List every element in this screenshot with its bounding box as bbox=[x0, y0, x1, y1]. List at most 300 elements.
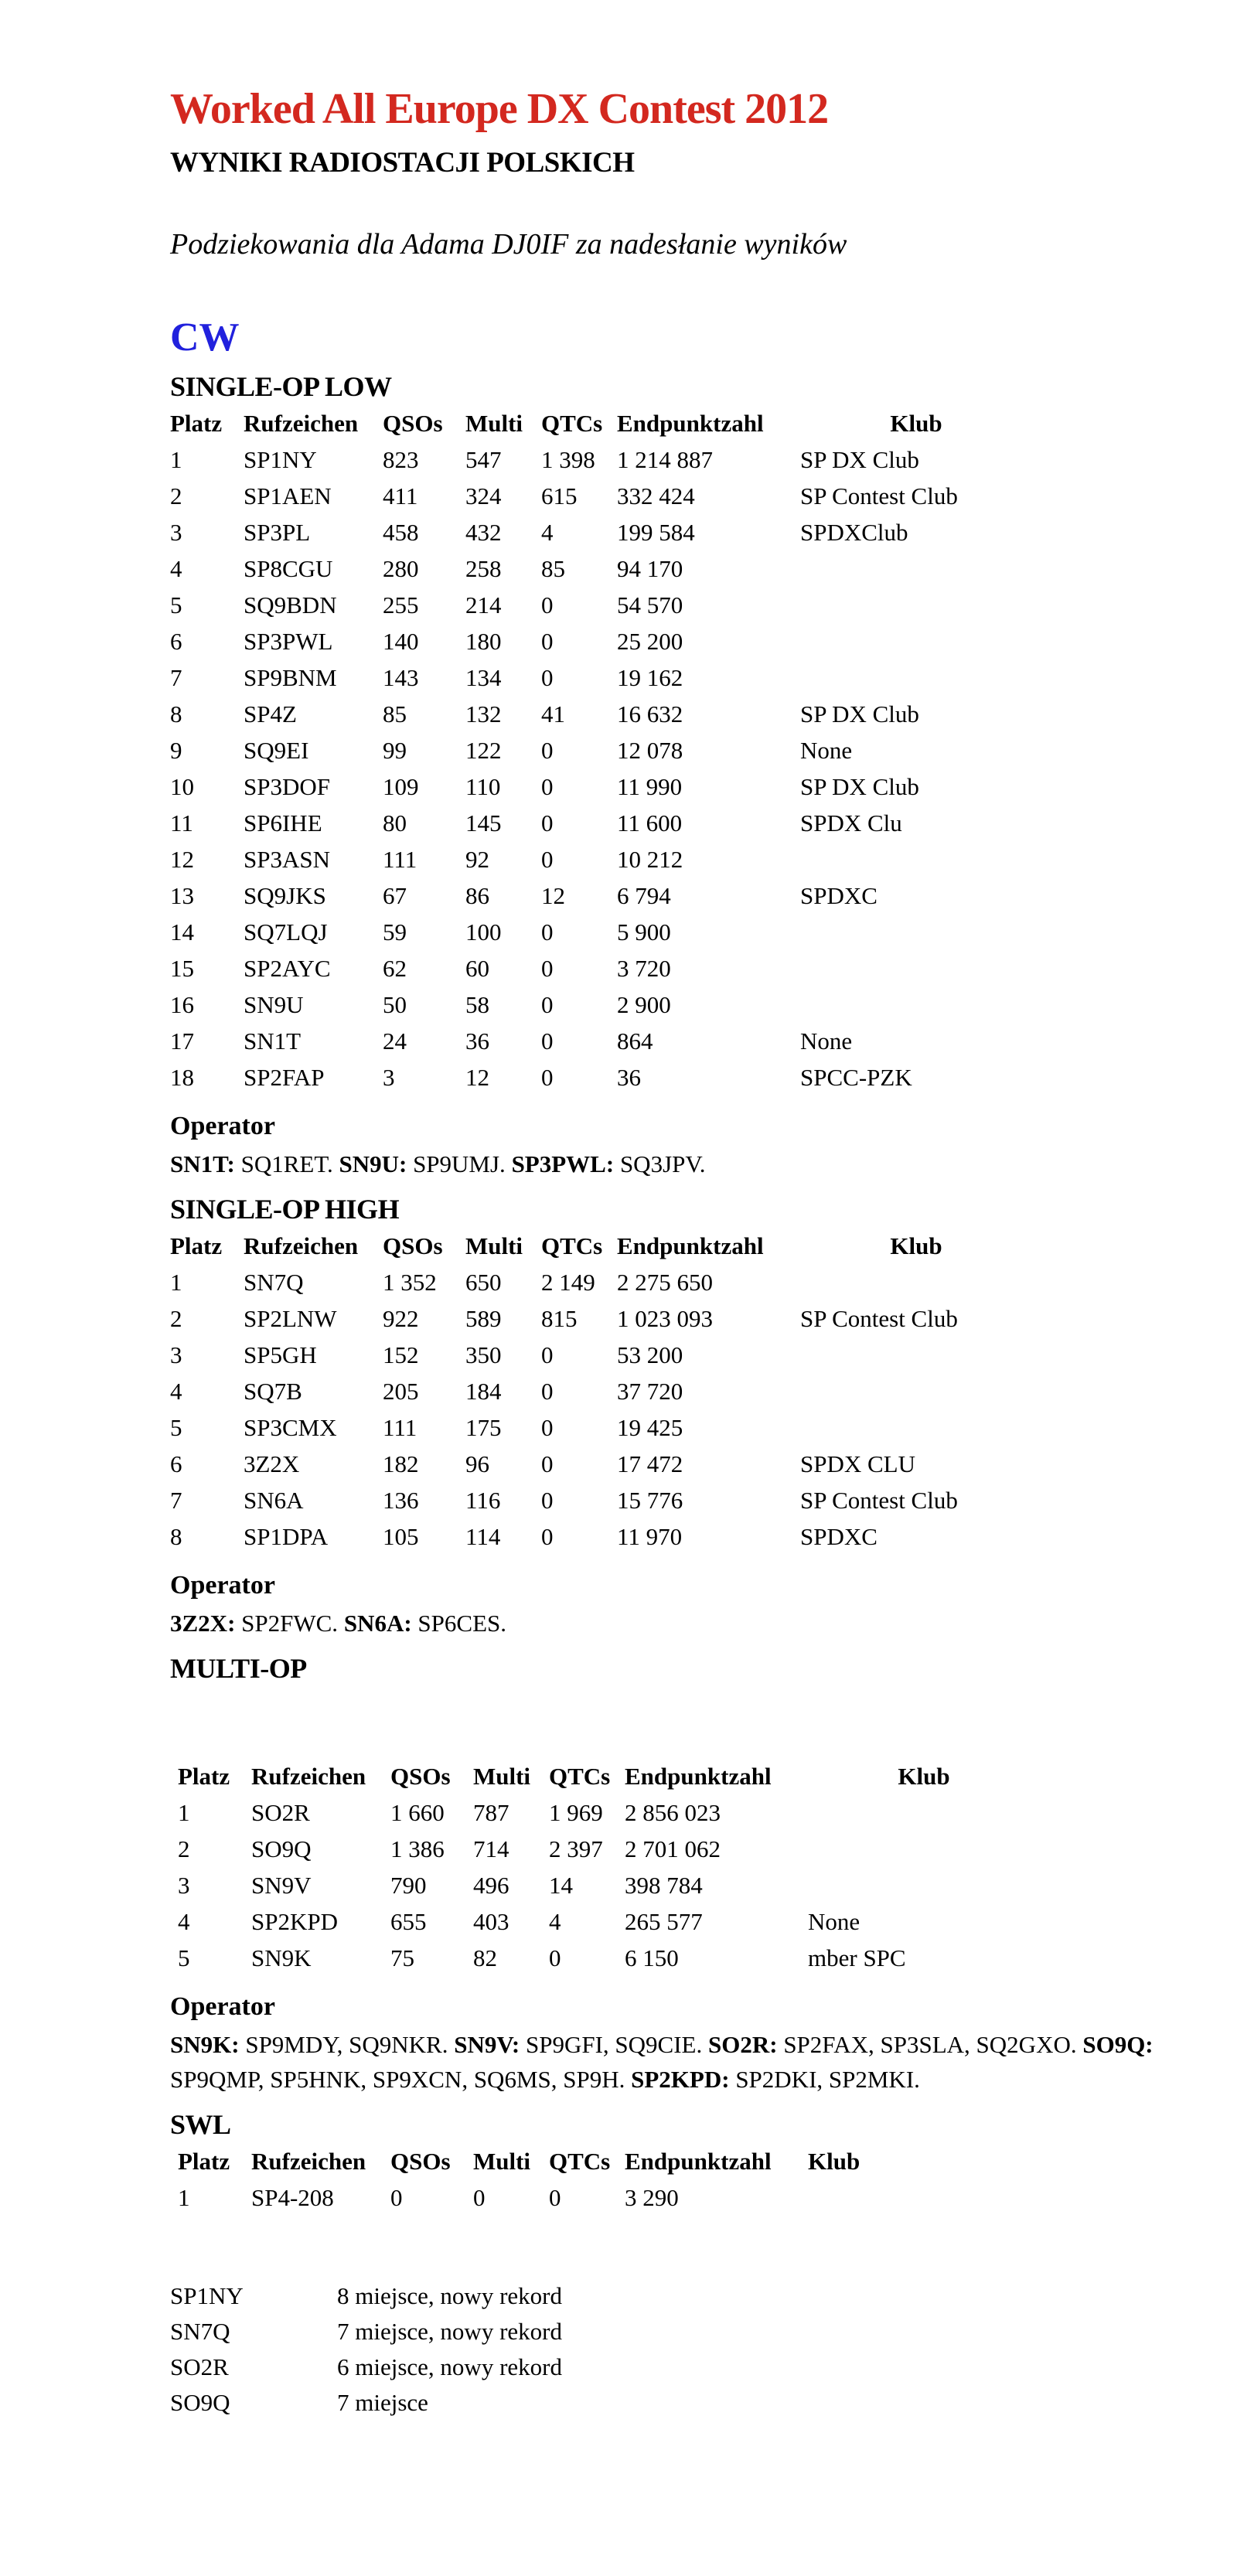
cell-qsos: 1 352 bbox=[383, 1269, 437, 1297]
table-row bbox=[170, 551, 1032, 588]
operator-note bbox=[512, 1150, 706, 1177]
cell-rufzeichen: SP3ASN bbox=[244, 846, 330, 874]
cell-qsos: 75 bbox=[390, 1944, 414, 1972]
cell-multi: 403 bbox=[473, 1908, 509, 1936]
table-header-row bbox=[178, 2144, 1040, 2180]
table-row bbox=[170, 1374, 1032, 1410]
cell-multi: 258 bbox=[465, 555, 502, 583]
section-heading-swl: SWL bbox=[170, 2108, 231, 2140]
operator-note bbox=[631, 2066, 920, 2093]
column-header: Multi bbox=[465, 410, 523, 438]
cell-platz: 3 bbox=[178, 1872, 190, 1900]
table-row bbox=[178, 1795, 1040, 1831]
cell-multi: 589 bbox=[465, 1305, 502, 1333]
table-row bbox=[170, 1265, 1032, 1301]
cell-endpunktzahl: 265 577 bbox=[625, 1908, 703, 1936]
cell-qtcs: 615 bbox=[541, 482, 578, 510]
cell-platz: 10 bbox=[170, 773, 194, 801]
cell-platz: 2 bbox=[170, 482, 182, 510]
section-heading-single-op-high: SINGLE-OP HIGH bbox=[170, 1193, 400, 1225]
cell-qsos: 143 bbox=[383, 664, 419, 692]
table-header-row bbox=[170, 406, 1032, 442]
operator-names: SP2FAX, SP3SLA, SQ2GXO. bbox=[783, 2030, 1077, 2058]
cell-platz: 4 bbox=[178, 1908, 190, 1936]
column-header: Klub bbox=[890, 1232, 942, 1260]
table-row bbox=[170, 987, 1032, 1024]
cell-multi: 547 bbox=[465, 446, 502, 474]
table-row bbox=[170, 442, 1032, 479]
cell-qtcs: 0 bbox=[541, 1027, 554, 1055]
cell-multi: 58 bbox=[465, 991, 489, 1019]
cell-qtcs: 0 bbox=[541, 1487, 554, 1515]
cell-rufzeichen: SP8CGU bbox=[244, 555, 333, 583]
cell-qsos: 790 bbox=[390, 1872, 427, 1900]
cell-qsos: 0 bbox=[390, 2184, 403, 2212]
cell-endpunktzahl: 19 425 bbox=[617, 1414, 683, 1442]
table-row bbox=[170, 1024, 1032, 1060]
results-table-single-op-high bbox=[170, 1228, 1032, 1555]
cell-endpunktzahl: 1 023 093 bbox=[617, 1305, 713, 1333]
cell-klub: mber SPC bbox=[808, 1944, 906, 1972]
cell-multi: 180 bbox=[465, 628, 502, 656]
operator-callsign: SN6A: bbox=[343, 1609, 412, 1637]
cell-endpunktzahl: 94 170 bbox=[617, 555, 683, 583]
cell-rufzeichen: SP4-208 bbox=[251, 2184, 334, 2212]
cell-qsos: 50 bbox=[383, 991, 407, 1019]
table-row bbox=[170, 1483, 1032, 1519]
operator-callsign: SN9V: bbox=[454, 2030, 520, 2058]
column-header: QTCs bbox=[549, 1763, 611, 1791]
results-table-single-op-low bbox=[170, 406, 1032, 1096]
cell-multi: 175 bbox=[465, 1414, 502, 1442]
multi-op-spacer bbox=[170, 1688, 1206, 1756]
cell-multi: 132 bbox=[465, 700, 502, 728]
cell-platz: 4 bbox=[170, 555, 182, 583]
operator-heading-multi-op: Operator bbox=[170, 1992, 275, 2021]
cell-qtcs: 0 bbox=[549, 1944, 561, 1972]
cell-qsos: 205 bbox=[383, 1378, 419, 1406]
cell-qtcs: 0 bbox=[541, 1064, 554, 1092]
cell-multi: 714 bbox=[473, 1835, 509, 1863]
cell-endpunktzahl: 2 900 bbox=[617, 991, 671, 1019]
record-note: 7 miejsce, nowy rekord bbox=[337, 2317, 562, 2345]
cell-multi: 100 bbox=[465, 918, 502, 946]
column-header: QTCs bbox=[549, 2148, 611, 2176]
cell-rufzeichen: SP2KPD bbox=[251, 1908, 338, 1936]
cell-endpunktzahl: 6 794 bbox=[617, 882, 671, 910]
table-row bbox=[170, 479, 1032, 515]
cell-multi: 432 bbox=[465, 519, 502, 547]
operator-note bbox=[344, 1610, 506, 1637]
cell-qsos: 109 bbox=[383, 773, 419, 801]
cell-qsos: 62 bbox=[383, 955, 407, 983]
cell-platz: 1 bbox=[178, 1799, 190, 1827]
cell-klub: SP DX Club bbox=[800, 700, 919, 728]
record-note: 7 miejsce bbox=[337, 2388, 428, 2416]
column-header: Klub bbox=[890, 410, 942, 438]
cell-multi: 116 bbox=[465, 1487, 501, 1515]
cell-rufzeichen: SN9U bbox=[244, 991, 304, 1019]
cell-qsos: 1 386 bbox=[390, 1835, 445, 1863]
cell-qtcs: 0 bbox=[541, 1378, 554, 1406]
cell-qtcs: 0 bbox=[541, 918, 554, 946]
cell-klub bbox=[800, 1410, 1032, 1446]
cell-endpunktzahl: 5 900 bbox=[617, 918, 671, 946]
cell-endpunktzahl: 53 200 bbox=[617, 1341, 683, 1369]
operator-callsign: SN9U: bbox=[339, 1150, 407, 1177]
operator-note bbox=[170, 2031, 454, 2058]
cell-endpunktzahl: 25 200 bbox=[617, 628, 683, 656]
cell-rufzeichen: SN1T bbox=[244, 1027, 302, 1055]
operator-note bbox=[454, 2031, 708, 2058]
record-callsign: SP1NY bbox=[170, 2281, 244, 2309]
operator-callsign: 3Z2X: bbox=[170, 1609, 236, 1637]
table-row bbox=[170, 951, 1032, 987]
cell-multi: 0 bbox=[473, 2184, 486, 2212]
column-header: QSOs bbox=[390, 1763, 451, 1791]
table-row bbox=[170, 1301, 1032, 1337]
cell-endpunktzahl: 15 776 bbox=[617, 1487, 683, 1515]
cell-klub: None bbox=[808, 1908, 860, 1936]
table-row bbox=[170, 1060, 1032, 1096]
table-row bbox=[170, 515, 1032, 551]
cell-klub bbox=[800, 1374, 1032, 1410]
page-subtitle: WYNIKI RADIOSTACJI POLSKICH bbox=[170, 146, 635, 179]
cell-platz: 1 bbox=[170, 446, 182, 474]
cell-endpunktzahl: 2 856 023 bbox=[625, 1799, 721, 1827]
cell-qsos: 80 bbox=[383, 809, 407, 837]
table-row bbox=[170, 660, 1032, 697]
cell-endpunktzahl: 16 632 bbox=[617, 700, 683, 728]
cell-klub: SPDX Clu bbox=[800, 809, 902, 837]
cell-rufzeichen: SP1DPA bbox=[244, 1523, 329, 1551]
operator-callsign: SP2KPD: bbox=[631, 2065, 730, 2093]
operator-notes-single-op-low bbox=[170, 1147, 1206, 1182]
cell-rufzeichen: SP3CMX bbox=[244, 1414, 337, 1442]
cell-qtcs: 815 bbox=[541, 1305, 578, 1333]
cell-klub bbox=[800, 987, 1032, 1024]
cell-platz: 11 bbox=[170, 809, 193, 837]
cell-klub bbox=[800, 588, 1032, 624]
column-header: Platz bbox=[178, 2148, 230, 2176]
table-row bbox=[170, 769, 1032, 806]
cell-platz: 14 bbox=[170, 918, 194, 946]
column-header: Rufzeichen bbox=[244, 1232, 359, 1260]
table-row bbox=[178, 1831, 1040, 1868]
cell-klub: SPDXC bbox=[800, 882, 877, 910]
cell-qsos: 24 bbox=[383, 1027, 407, 1055]
operator-notes-multi-op bbox=[170, 2028, 1206, 2097]
cell-platz: 7 bbox=[170, 664, 182, 692]
table-row bbox=[178, 2180, 1040, 2217]
cell-multi: 12 bbox=[465, 1064, 489, 1092]
operator-note bbox=[170, 1150, 339, 1177]
table-row bbox=[170, 624, 1032, 660]
operator-names: SP9MDY, SQ9NKR. bbox=[245, 2030, 448, 2058]
column-header: Endpunktzahl bbox=[625, 2148, 772, 2176]
cell-qtcs: 1 969 bbox=[549, 1799, 603, 1827]
table-row bbox=[170, 842, 1032, 878]
cell-endpunktzahl: 10 212 bbox=[617, 846, 683, 874]
cell-multi: 86 bbox=[465, 882, 489, 910]
table-row bbox=[170, 915, 1032, 951]
cell-qsos: 280 bbox=[383, 555, 419, 583]
cell-endpunktzahl: 11 970 bbox=[617, 1523, 683, 1551]
cell-qtcs: 4 bbox=[541, 519, 554, 547]
section-heading-multi-op: MULTI-OP bbox=[170, 1652, 307, 1684]
cell-rufzeichen: 3Z2X bbox=[244, 1450, 300, 1478]
record-row bbox=[170, 2278, 1206, 2314]
cell-qsos: 182 bbox=[383, 1450, 419, 1478]
cell-klub bbox=[808, 1795, 1040, 1831]
cell-rufzeichen: SP3PL bbox=[244, 519, 311, 547]
cell-platz: 17 bbox=[170, 1027, 194, 1055]
cell-rufzeichen: SO2R bbox=[251, 1799, 310, 1827]
cell-platz: 9 bbox=[170, 737, 182, 765]
cell-qtcs: 1 398 bbox=[541, 446, 595, 474]
table-row bbox=[170, 1410, 1032, 1446]
record-callsign: SO2R bbox=[170, 2353, 229, 2380]
column-header: Platz bbox=[170, 410, 223, 438]
cell-platz: 7 bbox=[170, 1487, 182, 1515]
cell-klub bbox=[808, 1868, 1040, 1904]
cell-endpunktzahl: 199 584 bbox=[617, 519, 695, 547]
operator-names: SP9UMJ. bbox=[413, 1150, 506, 1177]
table-row bbox=[170, 1337, 1032, 1374]
column-header: Endpunktzahl bbox=[625, 1763, 772, 1791]
cell-qtcs: 0 bbox=[541, 664, 554, 692]
operator-callsign: SN1T: bbox=[170, 1150, 235, 1177]
cell-multi: 787 bbox=[473, 1799, 509, 1827]
cell-klub: SPCC-PZK bbox=[800, 1064, 912, 1092]
record-callsign: SO9Q bbox=[170, 2388, 230, 2416]
cell-platz: 13 bbox=[170, 882, 194, 910]
cell-qsos: 85 bbox=[383, 700, 407, 728]
cell-qsos: 655 bbox=[390, 1908, 427, 1936]
operator-names: SP9GFI, SQ9CIE. bbox=[525, 2030, 703, 2058]
page-title: Worked All Europe DX Contest 2012 bbox=[170, 85, 829, 133]
results-table-multi-op bbox=[178, 1759, 1040, 1977]
cell-endpunktzahl: 864 bbox=[617, 1027, 653, 1055]
cell-klub: SPDX CLU bbox=[800, 1450, 916, 1478]
cell-multi: 184 bbox=[465, 1378, 502, 1406]
cell-rufzeichen: SP5GH bbox=[244, 1341, 317, 1369]
column-header: Endpunktzahl bbox=[617, 410, 764, 438]
cell-qtcs: 0 bbox=[541, 1523, 554, 1551]
cell-klub bbox=[808, 1831, 1040, 1868]
cell-platz: 8 bbox=[170, 1523, 182, 1551]
operator-callsign: SN9K: bbox=[170, 2030, 240, 2058]
operator-names: SP2DKI, SP2MKI. bbox=[735, 2065, 920, 2093]
cell-qtcs: 0 bbox=[541, 1341, 554, 1369]
cell-qsos: 136 bbox=[383, 1487, 419, 1515]
column-header: Klub bbox=[898, 1763, 950, 1791]
cell-qtcs: 0 bbox=[541, 846, 554, 874]
column-header: Multi bbox=[473, 1763, 531, 1791]
cell-qtcs: 0 bbox=[541, 628, 554, 656]
cell-qsos: 111 bbox=[383, 1414, 417, 1442]
cell-endpunktzahl: 3 720 bbox=[617, 955, 671, 983]
table-row bbox=[170, 733, 1032, 769]
cell-rufzeichen: SP2LNW bbox=[244, 1305, 337, 1333]
cell-multi: 92 bbox=[465, 846, 489, 874]
cell-endpunktzahl: 37 720 bbox=[617, 1378, 683, 1406]
record-row bbox=[170, 2385, 1206, 2421]
operator-note bbox=[339, 1150, 511, 1177]
table-row bbox=[178, 1868, 1040, 1904]
cell-klub bbox=[800, 551, 1032, 588]
cell-klub bbox=[800, 1337, 1032, 1374]
cell-klub bbox=[800, 951, 1032, 987]
cell-qsos: 67 bbox=[383, 882, 407, 910]
operator-names: SP6CES. bbox=[417, 1609, 506, 1637]
record-row bbox=[170, 2314, 1206, 2349]
cell-multi: 350 bbox=[465, 1341, 502, 1369]
record-note: 8 miejsce, nowy rekord bbox=[337, 2281, 562, 2309]
column-header: QTCs bbox=[541, 1232, 603, 1260]
column-header: QSOs bbox=[390, 2148, 451, 2176]
cell-qtcs: 0 bbox=[549, 2184, 561, 2212]
cell-rufzeichen: SP2AYC bbox=[244, 955, 331, 983]
thanks-note: Podziekowania dla Adama DJ0IF za nadesłanie wyników bbox=[170, 227, 847, 261]
cell-multi: 134 bbox=[465, 664, 502, 692]
cell-endpunktzahl: 6 150 bbox=[625, 1944, 679, 1972]
cell-qsos: 458 bbox=[383, 519, 419, 547]
column-header: Klub bbox=[808, 2148, 860, 2176]
cell-klub: SP Contest Club bbox=[800, 482, 958, 510]
operator-note bbox=[170, 1610, 344, 1637]
cell-platz: 2 bbox=[178, 1835, 190, 1863]
cell-rufzeichen: SQ7B bbox=[244, 1378, 302, 1406]
cell-platz: 6 bbox=[170, 628, 182, 656]
cell-rufzeichen: SP6IHE bbox=[244, 809, 322, 837]
cell-rufzeichen: SQ9JKS bbox=[244, 882, 326, 910]
operator-callsign: SO9Q: bbox=[1082, 2030, 1154, 2058]
records-list bbox=[170, 2278, 1206, 2421]
operator-notes-single-op-high bbox=[170, 1607, 1206, 1641]
cell-multi: 96 bbox=[465, 1450, 489, 1478]
column-header: Platz bbox=[178, 1763, 230, 1791]
column-header: QSOs bbox=[383, 410, 443, 438]
cell-qtcs: 0 bbox=[541, 991, 554, 1019]
cell-platz: 5 bbox=[170, 1414, 182, 1442]
cell-qtcs: 0 bbox=[541, 1414, 554, 1442]
cell-endpunktzahl: 2 701 062 bbox=[625, 1835, 721, 1863]
cell-qsos: 823 bbox=[383, 446, 419, 474]
cell-endpunktzahl: 19 162 bbox=[617, 664, 683, 692]
cell-qsos: 411 bbox=[383, 482, 418, 510]
cell-qtcs: 85 bbox=[541, 555, 565, 583]
cell-rufzeichen: SN9K bbox=[251, 1944, 312, 1972]
cell-qtcs: 0 bbox=[541, 591, 554, 619]
cell-klub bbox=[800, 1265, 1032, 1301]
column-header: QTCs bbox=[541, 410, 603, 438]
cell-qtcs: 4 bbox=[549, 1908, 561, 1936]
cell-platz: 4 bbox=[170, 1378, 182, 1406]
cell-rufzeichen: SN6A bbox=[244, 1487, 304, 1515]
cell-platz: 3 bbox=[170, 1341, 182, 1369]
cell-endpunktzahl: 11 990 bbox=[617, 773, 683, 801]
column-header: Rufzeichen bbox=[251, 1763, 366, 1791]
operator-callsign: SO2R: bbox=[707, 2030, 778, 2058]
cell-klub bbox=[800, 624, 1032, 660]
cell-qtcs: 12 bbox=[541, 882, 565, 910]
cell-qsos: 922 bbox=[383, 1305, 419, 1333]
cell-rufzeichen: SP3DOF bbox=[244, 773, 330, 801]
record-row bbox=[170, 2349, 1206, 2385]
cell-platz: 1 bbox=[178, 2184, 190, 2212]
cell-qsos: 255 bbox=[383, 591, 419, 619]
cell-endpunktzahl: 12 078 bbox=[617, 737, 683, 765]
cell-klub bbox=[808, 2180, 1040, 2217]
operator-names: SP9QMP, SP5HNK, SP9XCN, SQ6MS, SP9H. bbox=[170, 2065, 625, 2093]
operator-heading-single-op-high: Operator bbox=[170, 1570, 275, 1600]
cell-platz: 8 bbox=[170, 700, 182, 728]
cell-platz: 18 bbox=[170, 1064, 194, 1092]
cell-klub: SP DX Club bbox=[800, 773, 919, 801]
record-note: 6 miejsce, nowy rekord bbox=[337, 2353, 562, 2380]
cell-platz: 3 bbox=[170, 519, 182, 547]
cell-klub: SPDXC bbox=[800, 1523, 877, 1551]
cell-klub: None bbox=[800, 1027, 853, 1055]
cell-klub: SPDXClub bbox=[800, 519, 908, 547]
cell-qsos: 99 bbox=[383, 737, 407, 765]
cell-endpunktzahl: 332 424 bbox=[617, 482, 695, 510]
table-header-row bbox=[170, 1228, 1032, 1265]
cell-qsos: 105 bbox=[383, 1523, 419, 1551]
column-header: Rufzeichen bbox=[251, 2148, 366, 2176]
cell-platz: 5 bbox=[170, 591, 182, 619]
cell-rufzeichen: SQ9EI bbox=[244, 737, 309, 765]
cell-multi: 60 bbox=[465, 955, 489, 983]
cell-rufzeichen: SP1AEN bbox=[244, 482, 332, 510]
record-callsign: SN7Q bbox=[170, 2317, 230, 2345]
table-row bbox=[178, 1941, 1040, 1977]
cell-platz: 16 bbox=[170, 991, 194, 1019]
cell-klub: SP Contest Club bbox=[800, 1305, 958, 1333]
table-row bbox=[170, 1446, 1032, 1483]
cell-qtcs: 0 bbox=[541, 737, 554, 765]
table-row bbox=[170, 806, 1032, 842]
cell-rufzeichen: SO9Q bbox=[251, 1835, 312, 1863]
table-row bbox=[170, 1519, 1032, 1555]
cell-endpunktzahl: 1 214 887 bbox=[617, 446, 713, 474]
cell-multi: 82 bbox=[473, 1944, 497, 1972]
cell-platz: 1 bbox=[170, 1269, 182, 1297]
table-row bbox=[170, 878, 1032, 915]
cell-multi: 496 bbox=[473, 1872, 509, 1900]
cell-rufzeichen: SP9BNM bbox=[244, 664, 337, 692]
cell-qsos: 140 bbox=[383, 628, 419, 656]
cell-qtcs: 0 bbox=[541, 1450, 554, 1478]
cell-platz: 2 bbox=[170, 1305, 182, 1333]
cell-qsos: 152 bbox=[383, 1341, 419, 1369]
cell-endpunktzahl: 2 275 650 bbox=[617, 1269, 713, 1297]
cell-rufzeichen: SN7Q bbox=[244, 1269, 304, 1297]
cell-endpunktzahl: 36 bbox=[617, 1064, 641, 1092]
cell-endpunktzahl: 17 472 bbox=[617, 1450, 683, 1478]
cell-platz: 6 bbox=[170, 1450, 182, 1478]
column-header: Rufzeichen bbox=[244, 410, 359, 438]
cell-qtcs: 41 bbox=[541, 700, 565, 728]
cell-qsos: 111 bbox=[383, 846, 417, 874]
cell-rufzeichen: SP1NY bbox=[244, 446, 317, 474]
cell-qsos: 1 660 bbox=[390, 1799, 445, 1827]
cell-multi: 36 bbox=[465, 1027, 489, 1055]
cell-klub: SP DX Club bbox=[800, 446, 919, 474]
operator-names: SP2FWC. bbox=[241, 1609, 339, 1637]
cell-klub bbox=[800, 660, 1032, 697]
